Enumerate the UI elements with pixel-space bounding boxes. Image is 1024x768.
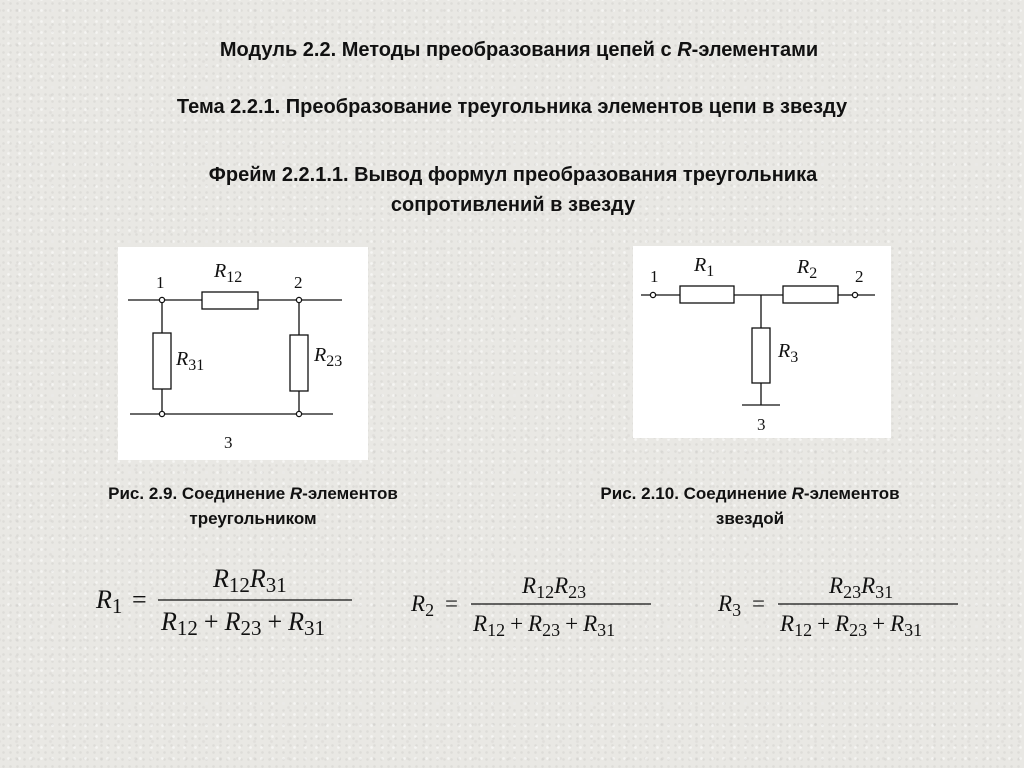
frame-title-line1: Фрейм 2.2.1.1. Вывод формул преобразования треугольника — [208, 164, 818, 186]
star-circuit-panel — [633, 246, 891, 438]
module-title-r: R — [677, 39, 692, 61]
star-terminal-1-dot — [650, 292, 655, 297]
formula-r3-svg — [712, 567, 972, 647]
formula-r3-lhs — [717, 591, 741, 620]
fig10-suffix: -элементов — [803, 484, 900, 503]
fig9-suffix: -элементов — [302, 484, 398, 503]
delta-r12-label — [213, 260, 242, 286]
delta-r12-sym: R — [214, 260, 227, 282]
star-r2-sub: 2 — [809, 265, 818, 282]
delta-r31-sub: 31 — [188, 357, 205, 374]
delta-r31-label — [175, 348, 204, 374]
formula-r1-den-c: 31 — [304, 616, 326, 640]
delta-node-2-label: 2 — [294, 273, 303, 292]
figure-2-10-caption-line2: звездой — [715, 509, 785, 528]
formula-r1-numerator: R12R31 — [213, 564, 287, 597]
delta-node-2-dot — [296, 297, 301, 302]
formula-r1-svg — [90, 560, 370, 650]
formula-r3-denominator: $R_{12} + R_{23} + R_{31}$ — [780, 611, 923, 640]
fig10-r: R — [791, 484, 804, 503]
star-r3-label — [777, 340, 798, 366]
fig10-prefix: Рис. 2.10. Соединение — [600, 484, 792, 503]
formula-r1-den-a: 12 — [176, 616, 198, 640]
star-r3-sym: R — [778, 340, 791, 362]
formula-r1-num-a: 12 — [228, 573, 250, 597]
formula-r3 — [712, 567, 972, 647]
formula-r3-den-b: 23 — [849, 620, 868, 640]
formula-r2-denominator: $R_{12} + R_{23} + R_{31}$ — [473, 611, 616, 640]
frame-title-line2: сопротивлений в звезду — [390, 194, 636, 216]
formula-r2-lhs — [410, 591, 434, 620]
formula-r2-numerator: $R_{12}R_{23}$ — [522, 573, 587, 602]
delta-circuit-panel — [118, 247, 368, 460]
fig9-r: R — [289, 484, 303, 503]
formula-r3-den-a: 12 — [794, 620, 813, 640]
formula-r1-denominator: R12 + R23 + R31 — [161, 607, 326, 640]
formula-r3-lhs-sub: 3 — [732, 600, 742, 620]
formula-r2-lhs-sym: R — [411, 591, 426, 616]
delta-r23-label — [313, 344, 342, 370]
star-r2-sym: R — [797, 256, 810, 278]
topic-title: Тема 2.2.1. Преобразование треугольника элементов цепи в звезду — [176, 96, 848, 118]
formula-r2-lhs-sub: 2 — [425, 600, 435, 620]
star-r2-label — [796, 256, 817, 282]
formula-r1-num-b: 31 — [265, 573, 287, 597]
star-r1-label — [693, 254, 714, 280]
formula-r2-num-a: 12 — [536, 582, 555, 602]
formula-r2-num-b: 23 — [568, 582, 587, 602]
delta-circuit-diagram — [118, 247, 368, 460]
star-node-1-label: 1 — [650, 267, 659, 286]
formula-r1 — [90, 560, 370, 650]
module-title — [0, 39, 1024, 62]
delta-node-bl-dot — [159, 411, 164, 416]
delta-node-1-label: 1 — [156, 273, 165, 292]
delta-r12-sub: 12 — [226, 269, 243, 286]
formula-r3-lhs-sym: R — [718, 591, 733, 616]
figure-2-9-caption — [38, 481, 468, 531]
figure-2-10-caption-line1 — [530, 481, 970, 506]
formula-r1-lhs — [95, 585, 122, 618]
delta-r31-sym: R — [176, 348, 189, 370]
module-title-prefix: Модуль 2.2. Методы преобразования цепей с — [219, 39, 678, 61]
delta-r23-sub: 23 — [326, 353, 343, 370]
formula-r2-den-c: 31 — [597, 620, 616, 640]
formula-r2 — [405, 567, 665, 647]
formula-r1-den-b: 23 — [240, 616, 262, 640]
star-node-3-label: 3 — [757, 415, 766, 434]
delta-r23-resistor — [290, 335, 308, 391]
delta-r23-sym: R — [314, 344, 327, 366]
star-r1-sub: 1 — [706, 263, 715, 280]
formula-r2-den-a: 12 — [487, 620, 506, 640]
delta-node-3-label: 3 — [224, 433, 233, 452]
delta-r12-resistor — [202, 292, 258, 309]
delta-r31-resistor — [153, 333, 171, 389]
formula-r3-den-c: 31 — [904, 620, 923, 640]
star-circuit-diagram — [633, 246, 891, 438]
star-r1-sym: R — [694, 254, 707, 276]
formula-r2-den-b: 23 — [542, 620, 561, 640]
fig9-prefix: Рис. 2.9. Соединение — [108, 484, 290, 503]
formula-r3-equals: = — [752, 591, 765, 616]
star-r3-sub: 3 — [790, 349, 799, 366]
delta-node-br-dot — [296, 411, 301, 416]
formula-r1-lhs-sym: R — [96, 585, 112, 614]
star-r2-resistor — [783, 286, 838, 303]
figure-2-9-caption-line2: треугольником — [189, 509, 317, 528]
formula-r2-equals: = — [445, 591, 458, 616]
star-r1-resistor — [680, 286, 734, 303]
formula-r2-svg — [405, 567, 665, 647]
formula-r3-num-a: 23 — [843, 582, 862, 602]
star-terminal-2-dot — [852, 292, 857, 297]
formula-r3-num-b: 31 — [875, 582, 894, 602]
delta-node-1-dot — [159, 297, 164, 302]
figure-2-9-caption-line1 — [38, 481, 468, 506]
figure-2-10-caption — [530, 481, 970, 531]
formula-r1-lhs-sub: 1 — [111, 594, 123, 618]
frame-title — [0, 160, 1024, 220]
module-title-suffix: -элементами — [691, 39, 819, 61]
star-node-2-label: 2 — [855, 267, 864, 286]
formula-r1-equals: = — [132, 585, 147, 614]
formula-r3-numerator: $R_{23}R_{31}$ — [829, 573, 894, 602]
star-r3-resistor — [752, 328, 770, 383]
